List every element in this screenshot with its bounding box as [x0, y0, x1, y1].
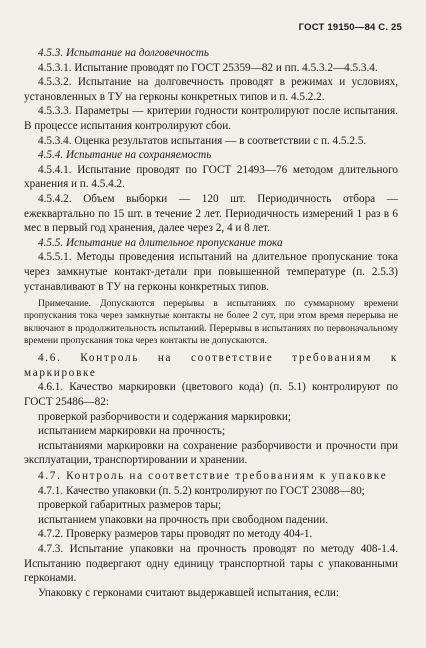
list-item: испытанием упаковки на прочность при свободном падении. — [38, 513, 329, 526]
paragraph: 4.5.5.1. Методы проведения испытаний на длительное пропускание тока через замкнутые контакт-детали при повышенной температуре (п. 2.5.3) устанавливают в ТУ на герконы конкретных типов. — [24, 251, 398, 293]
document-body — [24, 46, 398, 600]
paragraph: 4.5.4.2. Объем выборки — 120 шт. Периодичность отбора — ежеквартально по 15 шт. в течение 2 лет. Периодичность измерений 1 раз в 6 мес в первый год хранения, далее через 2, 4 и 8 лет. — [24, 192, 398, 235]
paragraph: 4.5.3.1. Испытание проводят по ГОСТ 25359—82 и пп. 4.5.3.2—4.5.3.4. — [38, 61, 378, 74]
paragraph: 4.7.2. Проверку размеров тары проводят по методу 404-1. — [38, 528, 313, 541]
paragraph: 4.5.3.3. Параметры — критерии годности контролируют после испытания. В процессе испытания контролируют сбои. — [24, 105, 398, 132]
paragraph: Упаковку с герконами считают выдержавшей испытания, если: — [38, 586, 340, 599]
list-item: испытанием маркировки на прочность; — [38, 425, 226, 438]
section-heading: 4.5.4. Испытание на сохраняемость — [38, 149, 212, 162]
section-heading: 4.5.5. Испытание на длительное пропускание тока — [38, 236, 283, 249]
section-heading: 4.7. Контроль на соответствие требованиям к упаковке — [38, 470, 388, 483]
list-item: проверкой габаритных размеров тары; — [38, 499, 222, 512]
paragraph: 4.7.1. Качество упаковки (п. 5.2) контролируют по ГОСТ 23088—80; — [38, 484, 365, 497]
paragraph: 4.5.3.2. Испытание на долговечность проводят в режимах и условиях, установленных в ТУ на герконы конкретных типов и п. 4.5.2.2. — [24, 76, 398, 103]
paragraph: 4.5.3.4. Оценка результатов испытания — в соответствии с п. 4.5.2.5. — [38, 134, 367, 147]
page-header: ГОСТ 19150—84 С. 25 — [298, 22, 402, 33]
paragraph: 4.6.1. Качество маркировки (цветового кода) (п. 5.1) контролируют по ГОСТ 25486—82: — [24, 381, 398, 409]
list-item: проверкой разборчивости и содержания маркировки; — [38, 410, 291, 423]
paragraph: 4.5.4.1. Испытание проводят по ГОСТ 21493—76 методом длительного хранения и п. 4.5.4.2. — [24, 163, 398, 191]
note: Примечание. Допускаются перерывы в испытаниях по суммарному времени пропускания тока через замкнутые контакты не более 2 сут, при этом время перерыва не включают в продолжительность испытаний. Перерывы в испытаниях по первоначальному времени пропускания тока через контакты не допускаются. — [24, 298, 398, 346]
section-heading: 4.5.3. Испытание на долговечность — [38, 47, 209, 59]
list-item: испытаниями маркировки на сохранение разборчивости и прочности при эксплуатации, транспортировании и хранении. — [24, 439, 398, 467]
paragraph: 4.7.3. Испытание упаковки на прочность проводят по методу 408-1.4. Испытанию подвергают одну единицу транспортной тары с упакованными герконами. — [24, 543, 398, 585]
section-heading: 4.6. Контроль на соответствие требованиям к маркировке — [24, 352, 398, 379]
